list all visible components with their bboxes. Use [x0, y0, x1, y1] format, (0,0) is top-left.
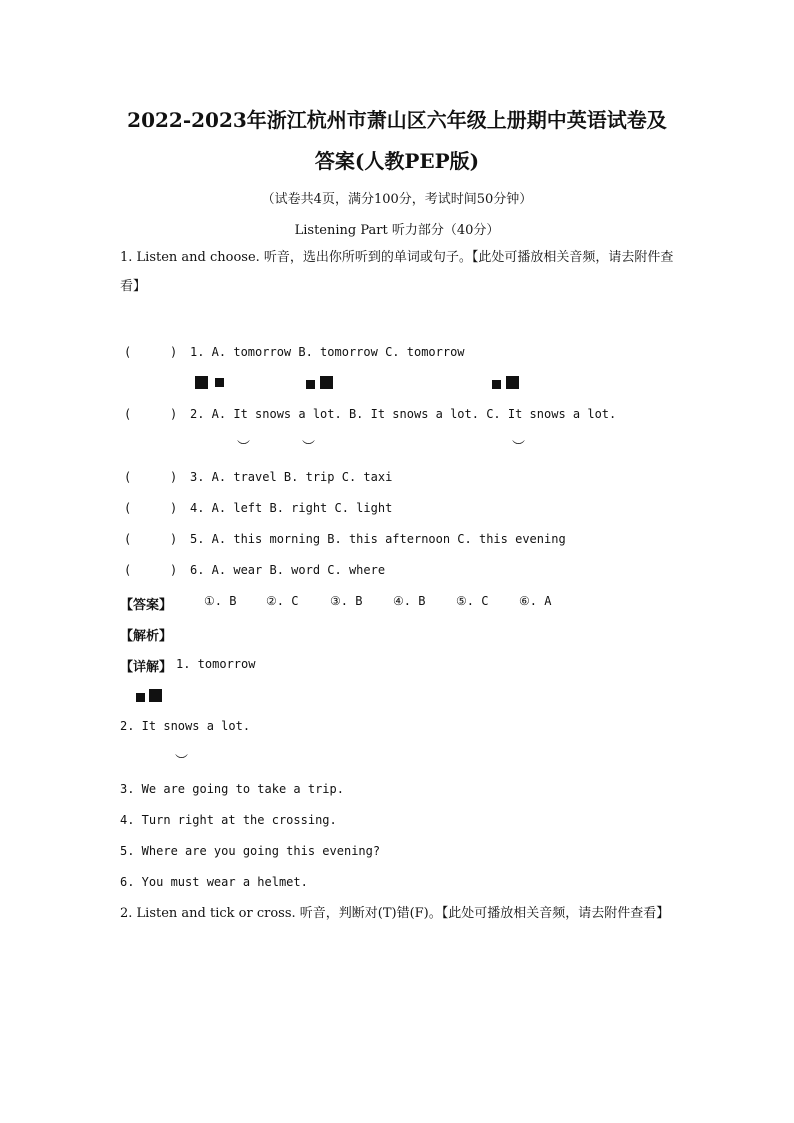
stress-mark-icon [506, 376, 519, 389]
item-4-options: 4. A. left B. right C. light [190, 501, 393, 515]
answer-2: ②. C [266, 594, 299, 608]
question-1-instruction: 1. Listen and choose. 听音，选出你所听到的单词或句子。【此处可播放相关音频，请去附件查看】 [120, 250, 674, 294]
answer-1: ①. B [204, 594, 237, 608]
stress-mark-icon [215, 378, 224, 387]
detail-line-2: 2. It snows a lot. [120, 719, 251, 733]
answer-paren-open: ( [124, 563, 132, 577]
answer-paren-open: ( [124, 501, 132, 515]
stress-mark-icon [492, 380, 501, 389]
detail-line-5: 5. Where are you going this evening? [120, 844, 381, 858]
document-title-line-1: 2022-2023年浙江杭州市萧山区六年级上册期中英语试卷及 [127, 108, 667, 132]
answer-paren-open: ( [124, 407, 132, 421]
answer-label: 【答案】 [120, 598, 173, 613]
answer-5: ⑤. C [456, 594, 489, 608]
stress-mark-icon [195, 376, 208, 389]
answer-paren-open: ( [124, 345, 132, 359]
stress-mark-icon [149, 689, 162, 702]
answer-paren-close: ) [170, 532, 178, 546]
answer-4: ④. B [393, 594, 426, 608]
stress-mark-icon [306, 380, 315, 389]
detail-line-3: 3. We are going to take a trip. [120, 782, 344, 796]
item-1-options: 1. A. tomorrow B. tomorrow C. tomorrow [190, 345, 465, 359]
answer-paren-close: ) [170, 501, 178, 515]
stress-mark-icon [136, 693, 145, 702]
answer-6: ⑥. A [519, 594, 552, 608]
intonation-mark-icon: ︶ [302, 440, 316, 455]
answer-paren-close: ) [170, 345, 178, 359]
answer-paren-close: ) [170, 563, 178, 577]
document-title-line-2: 答案(人教PEP版) [314, 149, 480, 173]
item-3-options: 3. A. travel B. trip C. taxi [190, 470, 393, 484]
answer-paren-close: ) [170, 407, 178, 421]
answer-3: ③. B [330, 594, 363, 608]
intonation-mark-icon: ︶ [512, 440, 526, 455]
answer-paren-close: ) [170, 470, 178, 484]
detail-label: 【详解】 [120, 660, 173, 675]
answer-paren-open: ( [124, 532, 132, 546]
item-6-options: 6. A. wear B. word C. where [190, 563, 386, 577]
detail-line-1: 1. tomorrow [176, 657, 256, 671]
detail-line-6: 6. You must wear a helmet. [120, 875, 308, 889]
intonation-mark-icon: ︶ [175, 754, 189, 769]
analysis-label: 【解析】 [120, 629, 173, 644]
stress-mark-icon [320, 376, 333, 389]
detail-line-4: 4. Turn right at the crossing. [120, 813, 337, 827]
intonation-mark-icon: ︶ [237, 440, 251, 455]
answer-paren-open: ( [124, 470, 132, 484]
item-5-options: 5. A. this morning B. this afternoon C. this evening [190, 532, 566, 546]
item-2-options: 2. A. It snows a lot. B. It snows a lot. C. It snows a lot. [190, 407, 617, 421]
question-2-instruction: 2. Listen and tick or cross. 听音，判断对(T)错(F)。【此处可播放相关音频，请去附件查看】 [120, 906, 670, 921]
exam-info: （试卷共4页，满分100分，考试时间50分钟） [261, 192, 533, 207]
section-heading: Listening Part 听力部分（40分） [294, 223, 500, 238]
